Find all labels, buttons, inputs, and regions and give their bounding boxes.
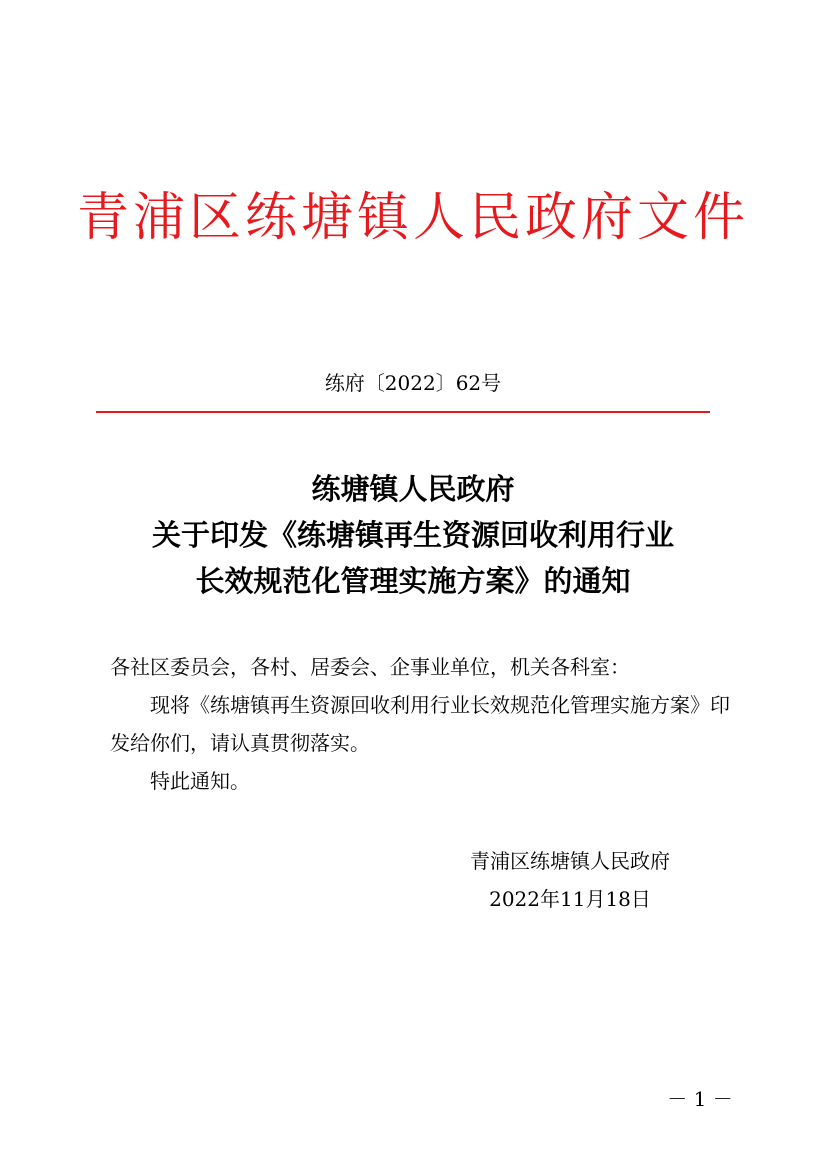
notice-title xyxy=(0,466,826,604)
notice-title-line-3: 长效规范化管理实施方案》的通知 xyxy=(195,564,631,598)
signature-organization: 青浦区练塘镇人民政府 xyxy=(470,849,670,873)
document-issuer-title: 青浦区练塘镇人民政府文件 xyxy=(76,188,749,248)
page-number: － 1 － xyxy=(667,1087,733,1111)
notice-body xyxy=(110,648,730,800)
body-paragraph: 现将《练塘镇再生资源回收利用行业长效规范化管理实施方案》印发给你们，请认真贯彻落实。 xyxy=(110,693,730,755)
closing-paragraph: 特此通知。 xyxy=(150,769,250,793)
signature-date: 2022年11月18日 xyxy=(489,887,651,911)
notice-title-line-2: 关于印发《练塘镇再生资源回收利用行业 xyxy=(151,518,674,552)
document-number: 练府〔2022〕62号 xyxy=(324,371,502,395)
red-divider-line xyxy=(96,411,710,413)
notice-title-line-1: 练塘镇人民政府 xyxy=(311,472,515,506)
addressee-line: 各社区委员会，各村、居委会、企事业单位，机关各科室： xyxy=(110,655,630,679)
